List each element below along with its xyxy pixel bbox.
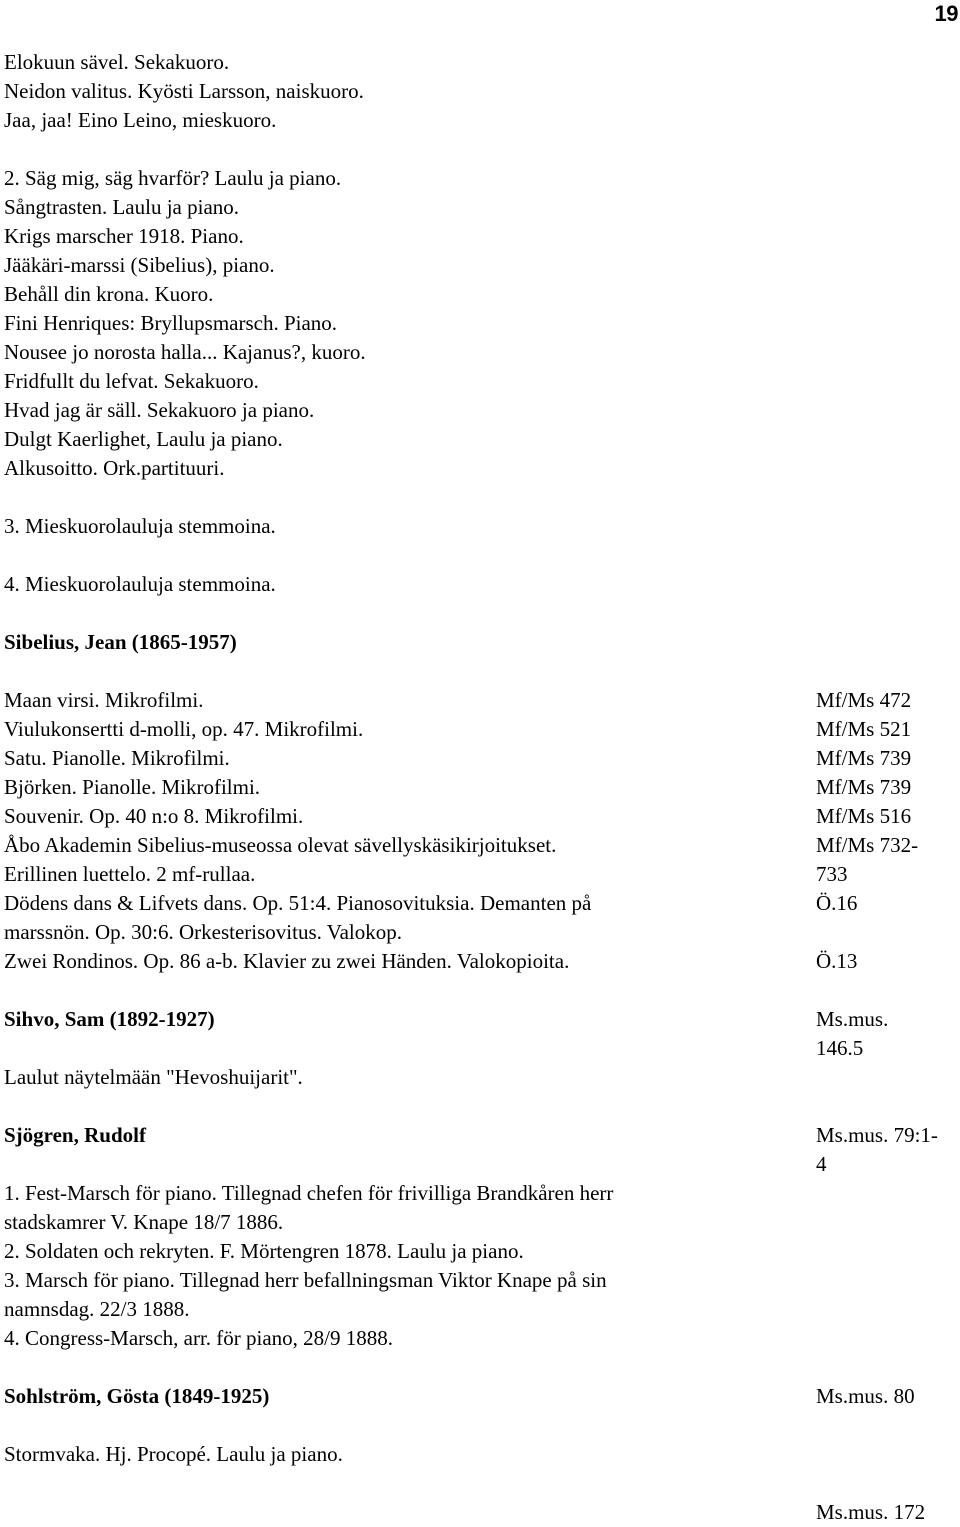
catalog-line: 3. Marsch för piano. Tillegnad herr befallningsman Viktor Knape på sin <box>4 1268 607 1292</box>
catalog-row <box>4 1034 954 1063</box>
catalog-row <box>4 889 954 918</box>
catalog-row <box>4 1005 954 1034</box>
catalog-line: Sångtrasten. Laulu ja piano. <box>4 195 240 219</box>
row-title: Erillinen luettelo. 2 mf-rullaa. <box>4 862 256 886</box>
catalog-line: 2. Soldaten och rekryten. F. Mörtengren 1878. Laulu ja piano. <box>4 1239 524 1263</box>
shelf-mark: 733 <box>816 862 848 886</box>
page-number: 19 <box>934 1 958 26</box>
catalog-row <box>4 1498 954 1527</box>
catalog-row <box>4 744 954 773</box>
row-title: Souvenir. Op. 40 n:o 8. Mikrofilmi. <box>4 804 304 828</box>
shelf-mark: Ms.mus. <box>816 1007 889 1031</box>
catalog-line: Neidon valitus. Kyösti Larsson, naiskuoro. <box>4 79 364 103</box>
row-title: Åbo Akademin Sibelius-museossa olevat sävellyskäsikirjoitukset. <box>4 833 557 857</box>
shelf-mark: Ö.16 <box>816 891 858 915</box>
shelf-mark: 146.5 <box>816 1036 864 1060</box>
shelf-mark: Mf/Ms 732- <box>816 833 919 857</box>
catalog-row <box>4 918 954 947</box>
catalog-line: Alkusoitto. Ork.partituuri. <box>4 456 225 480</box>
catalog-line: Fridfullt du lefvat. Sekakuoro. <box>4 369 259 393</box>
catalog-line: 1. Fest-Marsch för piano. Tillegnad chefen för frivilliga Brandkåren herr <box>4 1181 614 1205</box>
catalog-row <box>4 686 954 715</box>
shelf-mark: 4 <box>816 1152 827 1176</box>
row-title: Zwei Rondinos. Op. 86 a-b. Klavier zu zwei Händen. Valokopioita. <box>4 949 570 973</box>
catalog-row <box>4 831 954 860</box>
catalog-line: stadskamrer V. Knape 18/7 1886. <box>4 1210 284 1234</box>
catalog-line: Jaa, jaa! Eino Leino, mieskuoro. <box>4 108 277 132</box>
catalog-row <box>4 1150 954 1179</box>
shelf-mark: Mf/Ms 739 <box>816 746 912 770</box>
catalog-row <box>4 860 954 889</box>
catalog-line: Dulgt Kaerlighet, Laulu ja piano. <box>4 427 283 451</box>
catalog-row <box>4 802 954 831</box>
catalog-content <box>4 48 954 1527</box>
shelf-mark: Mf/Ms 516 <box>816 804 912 828</box>
row-title: Satu. Pianolle. Mikrofilmi. <box>4 746 230 770</box>
catalog-line: 3. Mieskuorolauluja stemmoina. <box>4 514 276 538</box>
row-title: Björken. Pianolle. Mikrofilmi. <box>4 775 261 799</box>
row-title: marssnön. Op. 30:6. Orkesterisovitus. Valokop. <box>4 920 403 944</box>
row-title: Viulukonsertti d-molli, op. 47. Mikrofilmi. <box>4 717 364 741</box>
row-title: Dödens dans & Lifvets dans. Op. 51:4. Pianosovituksia. Demanten på <box>4 891 592 915</box>
catalog-line: namnsdag. 22/3 1888. <box>4 1297 190 1321</box>
catalog-line: Elokuun sävel. Sekakuoro. <box>4 50 230 74</box>
shelf-mark: Ms.mus. 80 <box>816 1384 915 1408</box>
catalog-row <box>4 773 954 802</box>
shelf-mark: Mf/Ms 472 <box>816 688 912 712</box>
catalog-row <box>4 947 954 976</box>
catalog-row <box>4 1382 954 1411</box>
shelf-mark: Ms.mus. 172 <box>816 1500 926 1524</box>
shelf-mark: Ö.13 <box>816 949 858 973</box>
composer-heading-sohlstrom: Sohlström, Gösta (1849-1925) <box>4 1384 270 1408</box>
composer-heading-sibelius: Sibelius, Jean (1865-1957) <box>4 630 237 654</box>
catalog-line: Laulut näytelmään "Hevoshuijarit". <box>4 1065 303 1089</box>
catalog-line: Fini Henriques: Bryllupsmarsch. Piano. <box>4 311 338 335</box>
catalog-line: 4. Congress-Marsch, arr. för piano, 28/9 1888. <box>4 1326 394 1350</box>
catalog-line: Hvad jag är säll. Sekakuoro ja piano. <box>4 398 315 422</box>
catalog-line: Stormvaka. Hj. Procopé. Laulu ja piano. <box>4 1442 343 1466</box>
catalog-line: 2. Säg mig, säg hvarför? Laulu ja piano. <box>4 166 342 190</box>
shelf-mark: Ms.mus. 79:1- <box>816 1123 938 1147</box>
shelf-mark: Mf/Ms 521 <box>816 717 912 741</box>
catalog-line: Jääkäri-marssi (Sibelius), piano. <box>4 253 275 277</box>
catalog-row <box>4 1121 954 1150</box>
shelf-mark: Mf/Ms 739 <box>816 775 912 799</box>
catalog-line: Nousee jo norosta halla... Kajanus?, kuoro. <box>4 340 366 364</box>
composer-heading-sjogren: Sjögren, Rudolf <box>4 1123 146 1147</box>
catalog-row <box>4 715 954 744</box>
composer-heading-sihvo: Sihvo, Sam (1892-1927) <box>4 1007 215 1031</box>
catalog-line: Krigs marscher 1918. Piano. <box>4 224 244 248</box>
catalog-line: Behåll din krona. Kuoro. <box>4 282 214 306</box>
row-title: Maan virsi. Mikrofilmi. <box>4 688 204 712</box>
catalog-line: 4. Mieskuorolauluja stemmoina. <box>4 572 276 596</box>
